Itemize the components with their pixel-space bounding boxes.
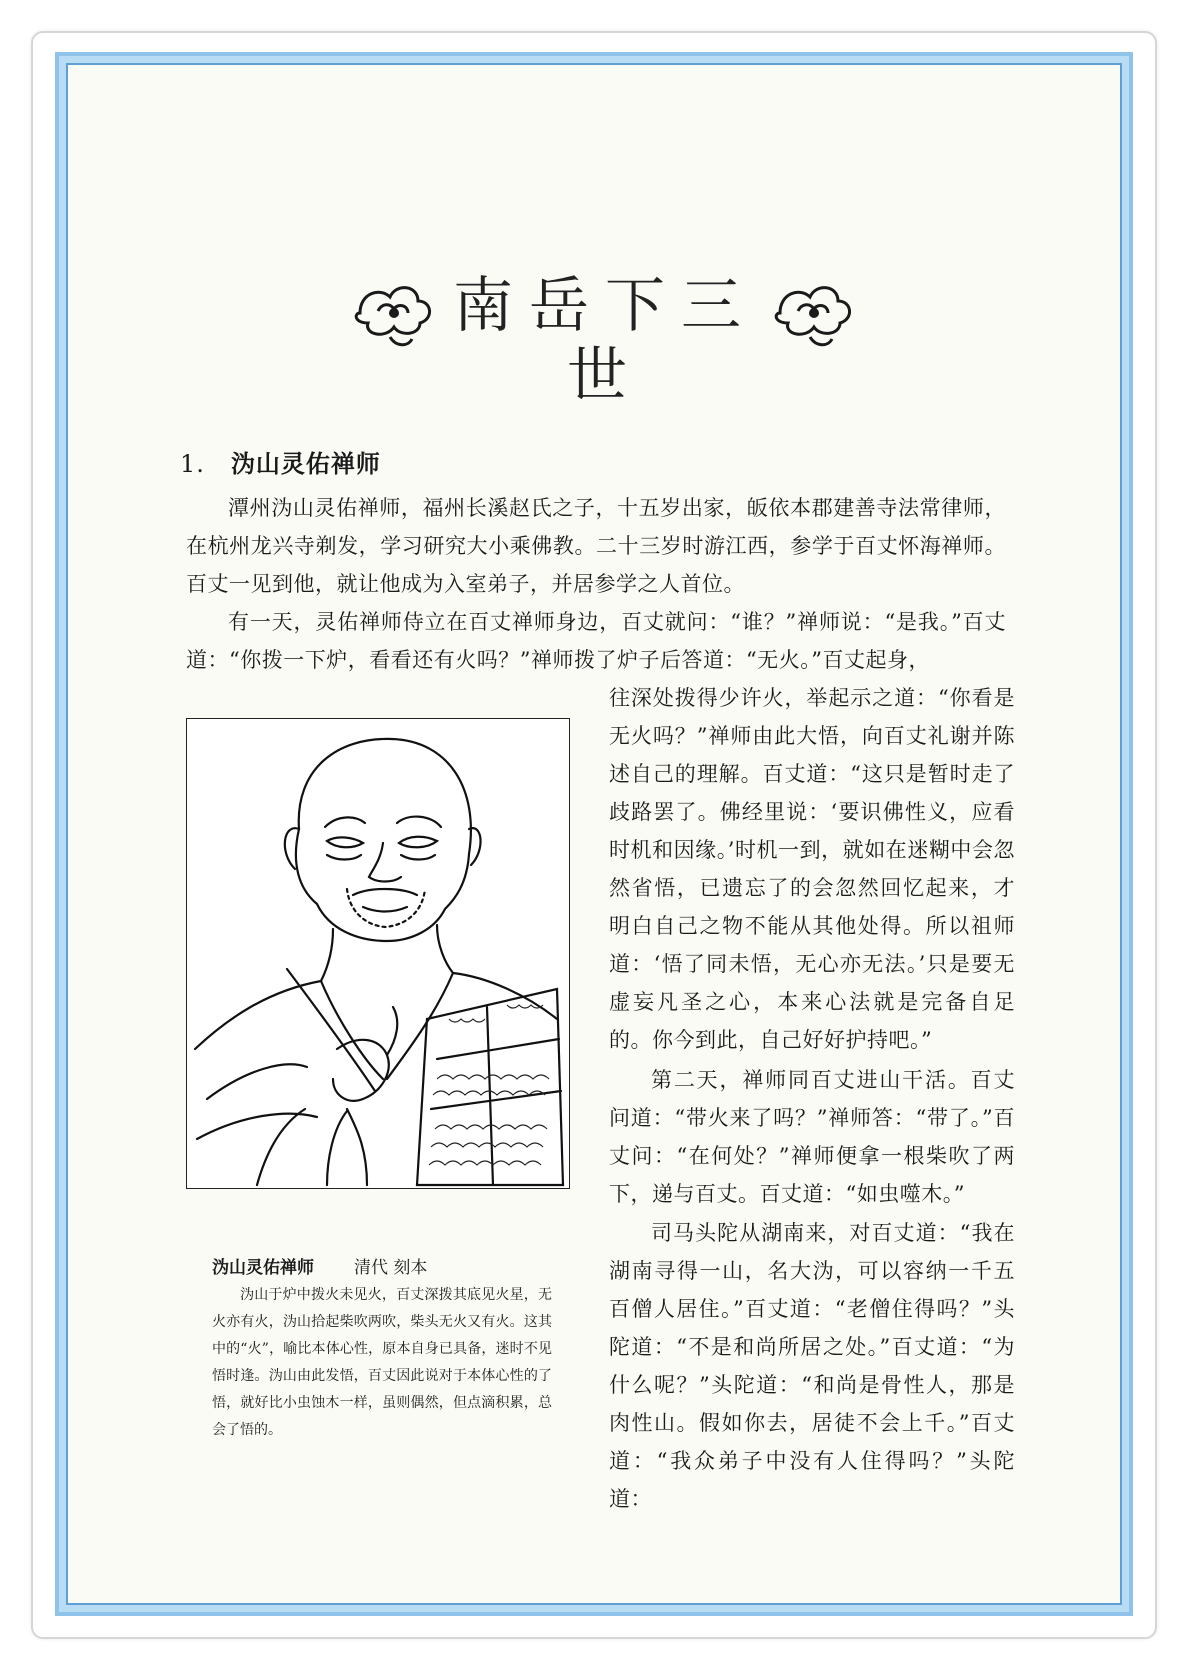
- paragraph: 司马头陀从湖南来，对百丈道：“我在湖南寻得一山，名大沩，可以容纳一千五百僧人居住。”百丈道：“老僧住得吗？”头陀道：“不是和尚所居之处。”百丈道：“为什么呢？”头陀道：“和尚是骨性人，那是肉性山。假如你去，居徒不会上千。”百丈道：“我众弟子中没有人住得吗？”头陀道：: [609, 1221, 1015, 1511]
- cloud-ornament-icon: [770, 273, 860, 353]
- chapter-title: 南岳下三世: [453, 271, 757, 411]
- portrait-illustration: [186, 718, 570, 1189]
- section-number: 1.: [180, 450, 205, 478]
- figure-caption-name: 沩山灵佑禅师: [212, 1258, 314, 1278]
- paragraph: 有一天，灵佑禅师侍立在百丈禅师身边，百丈就问：“谁？”禅师说：“是我。”百丈道：“你拨一下炉，看看还有火吗？”禅师拨了炉子后答道：“无火。”百丈起身，: [186, 610, 1006, 672]
- figure-caption-text: 沩山于炉中拨火未见火，百丈深拨其底见火星，无火亦有火，沩山拾起柴吹两吹，柴头无火又有火。这其中的“火”，喻比本体心性，原本自身已具备，迷时不见悟时逢。沩山由此发悟，百丈因此说对于本体心性的了悟，就好比小虫蚀木一样，虽则偶然，但点滴积累，总会了悟的。: [212, 1287, 552, 1438]
- paragraph: 往深处拨得少许火，举起示之道：“你看是无火吗？”禅师由此大悟，向百丈礼谢并陈述自己的理解。百丈道：“这只是暂时走了歧路罢了。佛经里说：‘要识佛性义，应看时机和因缘。’时机一到，就如在迷糊中会忽然省悟，已遗忘了的会忽然回忆起来，才明白自己之物不能从其他处得。所以祖师道：‘悟了同未悟，无心亦无法。’只是要无虚妄凡圣之心，本来心法就是完备自足的。你今到此，自己好好护持吧。”: [609, 686, 1015, 1052]
- figure-caption-source: 清代 刻本: [354, 1258, 428, 1278]
- section-title: 沩山灵佑禅师: [230, 449, 381, 478]
- figure-caption-title: [212, 1253, 427, 1278]
- section-heading: [180, 444, 381, 479]
- paragraph: 潭州沩山灵佑禅师，福州长溪赵氏之子，十五岁出家，皈依本郡建善寺法常律师，在杭州龙兴寺剃发，学习研究大小乘佛教。二十三岁时游江西，参学于百丈怀海禅师。百丈一见到他，就让他成为入室弟子，并居参学之人首位。: [186, 496, 1006, 596]
- chapter-header: [350, 265, 850, 411]
- paragraph: 第二天，禅师同百丈进山干活。百丈问道：“带火来了吗？”禅师答：“带了。”百丈问：“在何处？”禅师便拿一根柴吹了两下，递与百丈。百丈道：“如虫噬木。”: [609, 1068, 1015, 1206]
- cloud-ornament-icon: [350, 273, 440, 353]
- monk-portrait-icon: [187, 719, 568, 1187]
